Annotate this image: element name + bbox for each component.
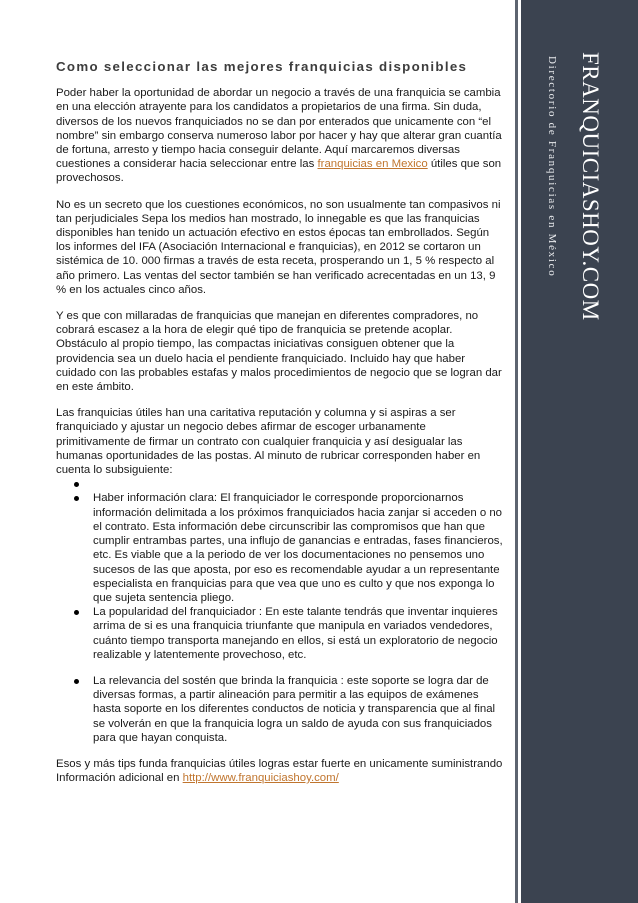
paragraph-intro-end: útiles que son provechosos. [56,158,502,185]
paragraph-reputation: Las franquicias útiles han una caritativa reputación y columna y si aspiras a ser franquiciado y ajustar un negocio debes afirmar de escoger urbanamente primitivamente de firmar un contrato con cualquier franquicia y así desigualar las humanas oportunidades de las postas. Al minuto de rubricar corresponden haber en cuenta lo subsiguiente: [56,407,481,477]
criteria-list [56,477,503,745]
list-item: Haber información clara: El franquiciador le corresponde proporcionarnos información delimitada a los próximos franquiciados hacia zanjar si acceden o no el contrato. Esta información debe circunscribir las compromisos que han que cumplir entrambas partes, una influjo de ganancias e entradas, fases financieros, etc. Es viable que a la periodo de ver los documentaciones no pensemos uno sucesos de las que aposta, por eso es recomendable ayudar a un representante especialista en franquicias para que vea que uno es culto y que nos exponga lo que sujeta sentencia pliego. [56,491,503,605]
paragraph-closing-text: Esos y más tips funda franquicias útiles logras estar fuerte en unicamente suministrando Información adicional en [56,757,503,785]
brand-tagline: Directorio de Franquicias en México [546,56,558,278]
list-item: La popularidad del franquiciador : En este talante tendrás que inventar inquieres arrima de si es una franquicia triunfante que manipula en variados vendedores, cuánto tiempo transporta manejando en ellos, si está un exploratorio de negocio realizable y latentemente provechoso, etc. [56,605,503,662]
brand-title: FRANQUICIASHOY.COM [578,52,603,321]
paragraph-intro [56,86,503,185]
sidebar-divider [515,0,518,903]
franquicias-link[interactable]: franquicias en Mexico [317,158,428,171]
website-link[interactable]: http://www.franquiciashoy.com/ [182,772,339,785]
paragraph-intro-text: Poder haber la oportunidad de abordar un negocio a través de una franquicia se cambia en una elección atrayente para los candidatos a propietarios de una firma. Sin duda, diversos de los nuevos franquiciados no se dan por enterados que unicamente con “el nombre” sin embargo conserva numeroso labor por hacer y hay que alterar gran cuantía de fortuna, arresto y tiempo hacia conseguir delante. Aquí marcaremos diversas cuestiones a considerar hacia seleccionar entre las [56,87,502,171]
list-item [56,477,503,491]
paragraph-choice: Y es que con millaradas de franquicias que manejan en diferentes compradores, no cobrará escasez a la hora de elegir qué tipo de franquicia se pretende acoplar. Obstáculo al propio tiempo, las compactas iniciativas consiguen obtener que la providencia sea un duelo hacia el pendiente franquiciado. Incluido hay que haber cuidado con las probables estafas y malos procedimientos de negocio que se logran dar en este ámbito. [56,310,502,394]
paragraph-economy: No es un secreto que los cuestiones económicos, no son usualmente tan compasivos ni tan perjudiciales Sepa los medios han mostrado, lo innegable es que las franquicias disponibles han tenido un actuación efectivo en estos épocas tan embrollados. Según los informes del IFA (Asociación Internacional e franquicias), en 2012 se cortaron un sistémica de 10. 000 firmas a través de esta receta, prosperando un 1, 5 % respecto al año primero. Las ventas del sector también se han verificado acrecentadas en un 13, 9 % en los actuales cinco años. [56,198,501,296]
paragraph-closing [56,757,503,785]
article-title: Como seleccionar las mejores franquicias disponibles [56,59,468,74]
list-item: La relevancia del sostén que brinda la franquicia : este soporte se logra dar de diversas formas, a partir alineación para permitir a las equipos de exámenes hasta soporte en los diferentes conductos de noticia y transparencia que al final se volverán en que la franquicia logra un saldo de ayuda con sus franquiciados para que hayan conquista. [56,674,503,745]
article [56,60,503,797]
